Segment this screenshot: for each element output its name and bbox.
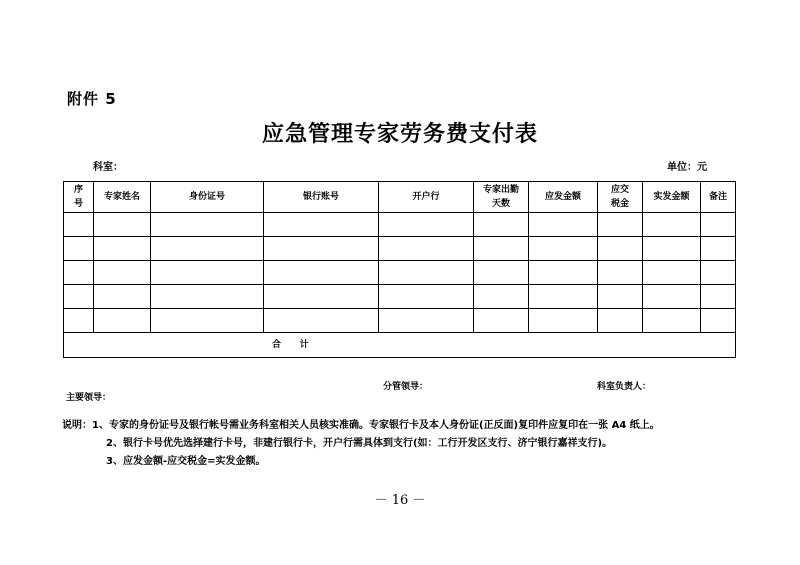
table-row	[64, 285, 736, 309]
table-row	[64, 237, 736, 261]
branch-leader-signature-label: 分管领导：	[383, 382, 429, 392]
header-row	[64, 182, 736, 213]
note-1: 说明：1、专家的身份证号及银行帐号需业务科室相关人员核实准确。专家银行卡及本人身份证(正反面)复印件应复印在一张 A4 纸上。	[62, 420, 660, 431]
dept-head-signature-label: 科室负责人：	[597, 382, 652, 392]
unit-label: 单位：元	[667, 162, 707, 173]
table-row	[64, 261, 736, 285]
attachment-label: 附件 5	[67, 90, 117, 108]
header-tax: 应交 税金	[598, 182, 643, 213]
header-id-number: 身份证号	[151, 182, 264, 213]
department-label: 科室：	[93, 162, 123, 173]
payment-table	[63, 181, 736, 358]
page-title: 应急管理专家劳务费支付表	[261, 122, 538, 147]
header-expert-name: 专家姓名	[94, 182, 151, 213]
header-bank: 开户行	[379, 182, 474, 213]
header-attendance-days: 专家出勤 天数	[474, 182, 529, 213]
table-row	[64, 309, 736, 333]
note-3: 3、应发金额-应交税金=实发金额。	[106, 456, 266, 467]
page-number: － 16 －	[374, 493, 426, 508]
total-label: 合 计	[272, 340, 309, 350]
header-bank-account: 银行账号	[264, 182, 379, 213]
total-cell	[64, 333, 736, 358]
leader-signature-label: 主要领导：	[66, 393, 112, 403]
header-gross-amount: 应发金额	[529, 182, 598, 213]
total-row	[64, 333, 736, 358]
note-2: 2、银行卡号优先选择建行卡号，非建行银行卡，开户行需具体到支行(如：工行开发区支行、济宁银行嘉祥支行)。	[106, 438, 613, 449]
header-net-amount: 实发金额	[643, 182, 701, 213]
header-seq: 序 号	[64, 182, 94, 213]
header-remarks: 备注	[701, 182, 736, 213]
table-row	[64, 213, 736, 237]
